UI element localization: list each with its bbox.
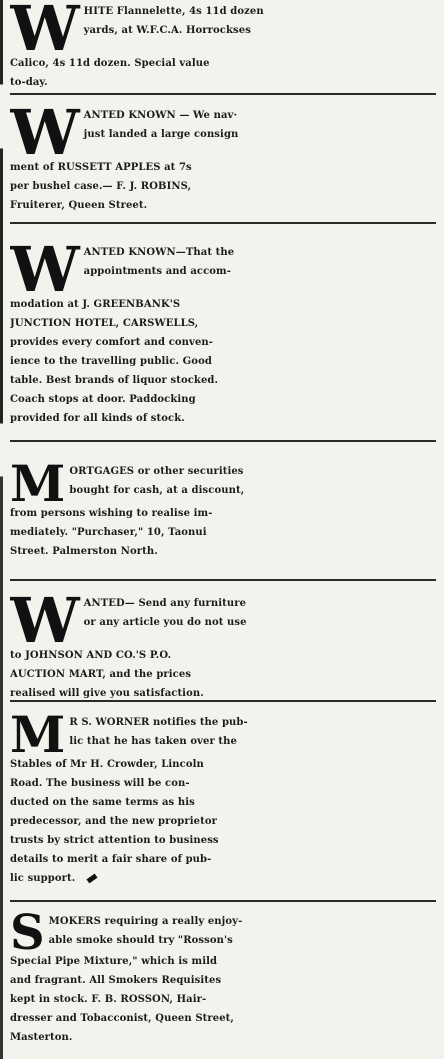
ad-line: Fruiterer, Queen Street.	[10, 199, 148, 211]
divider	[10, 222, 436, 224]
ad-white-flannelette	[10, 2, 434, 92]
ad-line: able smoke should try "Rosson's	[48, 935, 233, 946]
ad-line: Stables of Mr H. Crowder, Lincoln	[10, 759, 204, 770]
ad-line: JUNCTION HOTEL, CARSWELLS,	[10, 317, 199, 329]
drop-cap: W	[10, 2, 80, 65]
ad-line: kept in stock. F. B. ROSSON, Hair-	[10, 994, 207, 1006]
ad-line: mediately. "Purchaser," 10, Taonui	[10, 527, 207, 538]
ad-line: predecessor, and the new proprietor	[10, 816, 217, 827]
ad-line: R S. WORNER notifies the pub-	[69, 717, 248, 728]
ad-line: ORTGAGES or other securities	[69, 466, 244, 477]
ad-line: ANTED KNOWN — We nav·	[83, 110, 238, 121]
ad-line: realised will give you satisfaction.	[10, 687, 204, 699]
ad-junction-hotel	[10, 243, 434, 428]
ink-mark-icon	[87, 874, 98, 884]
drop-cap: W	[10, 106, 80, 169]
ad-line: ANTED KNOWN—That the	[83, 247, 235, 258]
ad-line: ANTED— Send any furniture	[83, 598, 247, 609]
ad-line-text: lic support.	[10, 873, 76, 884]
ad-line: table. Best brands of liquor stocked.	[10, 374, 219, 386]
ad-line: from persons wishing to realise im-	[10, 508, 213, 519]
ad-auction-mart	[10, 594, 434, 703]
ad-line: Masterton.	[10, 1032, 73, 1044]
ad-line: appointments and accom-	[83, 266, 231, 277]
ad-line: just landed a large consign	[83, 129, 239, 140]
divider	[10, 93, 436, 95]
ad-line: provided for all kinds of stock.	[10, 412, 185, 424]
ad-line: Road. The business will be con-	[10, 778, 190, 789]
ad-line: trusts by strict attention to business	[10, 835, 219, 846]
ad-line: HITE Flannelette, 4s 11d dozen	[83, 6, 264, 17]
ad-line: yards, at W.F.C.A. Horrockses	[83, 25, 251, 36]
drop-cap: W	[10, 243, 80, 306]
ad-line	[10, 869, 434, 888]
ad-line: per bushel case.— F. J. ROBINS,	[10, 180, 192, 192]
drop-cap: W	[10, 594, 80, 657]
ad-worner-stables	[10, 713, 434, 888]
ad-line: ment of RUSSETT APPLES at 7s	[10, 161, 192, 173]
divider	[10, 440, 436, 442]
ad-line: Special Pipe Mixture," which is mild	[10, 956, 218, 968]
ad-line: details to merit a fair share of pub-	[10, 854, 212, 865]
drop-cap: M	[10, 713, 66, 764]
ad-line: modation at J. GREENBANK'S	[10, 298, 181, 310]
ad-line: Coach stops at door. Paddocking	[10, 393, 196, 405]
ad-smokers	[10, 912, 434, 1047]
divider	[10, 900, 436, 902]
drop-cap: M	[10, 462, 66, 513]
ad-russett-apples	[10, 106, 434, 215]
column-edge	[0, 0, 3, 1059]
ad-line: MOKERS requiring a really enjoy-	[48, 916, 243, 927]
ad-line: AUCTION MART, and the prices	[10, 668, 192, 680]
ad-mortgages	[10, 462, 434, 561]
ad-line: ience to the travelling public. Good	[10, 355, 212, 367]
ad-line: Street. Palmerston North.	[10, 546, 158, 557]
ad-line: bought for cash, at a discount,	[69, 485, 245, 496]
ad-line: lic that he has taken over the	[69, 736, 237, 747]
ad-line: and fragrant. All Smokers Requisites	[10, 975, 222, 987]
ad-line: ducted on the same terms as his	[10, 797, 195, 808]
ad-line: to-day.	[10, 76, 48, 88]
drop-cap: S	[10, 912, 45, 961]
ad-line: or any article you do not use	[83, 617, 247, 628]
divider	[10, 579, 436, 581]
divider	[10, 700, 436, 702]
ad-line: dresser and Tobacconist, Queen Street,	[10, 1013, 234, 1025]
ad-line: Calico, 4s 11d dozen. Special value	[10, 57, 210, 69]
ad-line: provides every comfort and conven-	[10, 336, 214, 348]
ad-line: to JOHNSON AND CO.'S P.O.	[10, 649, 172, 661]
